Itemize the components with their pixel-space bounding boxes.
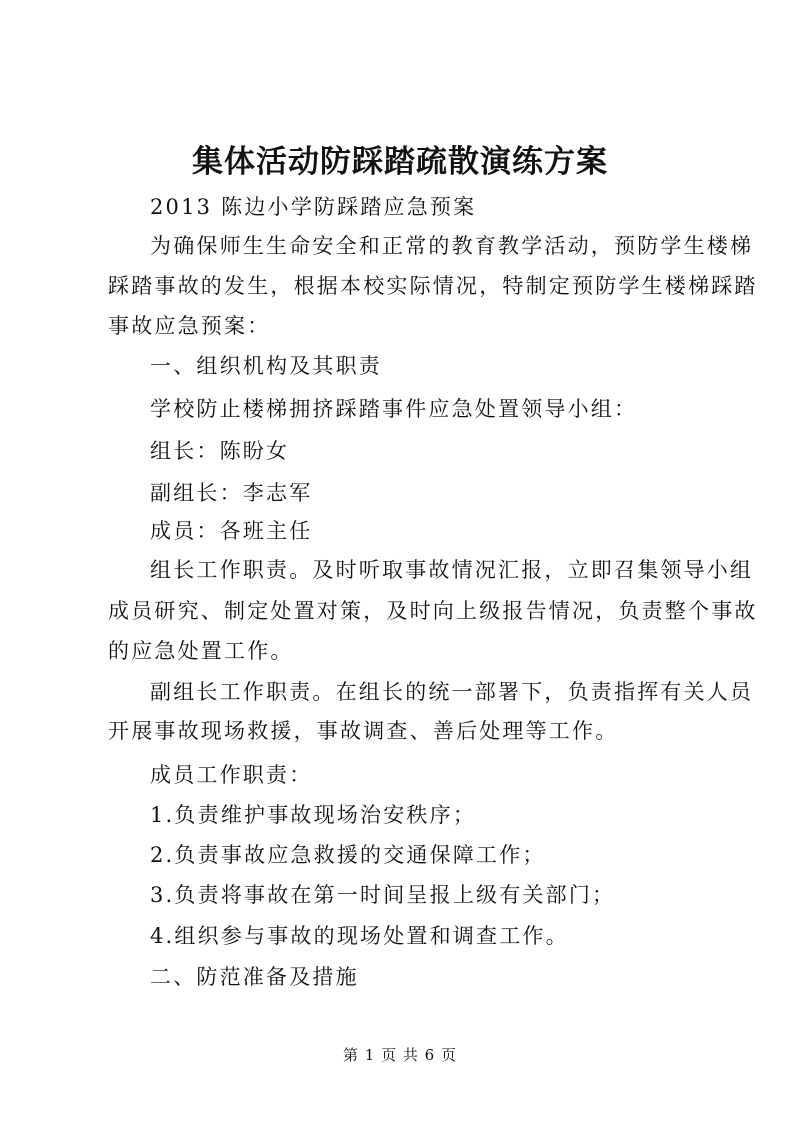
paragraph-line: 的应急处置工作。 (108, 639, 294, 663)
paragraph-line: 踩踏事故的发生，根据本校实际情况，特制定预防学生楼梯踩踏 (108, 274, 758, 298)
list-item: 3.负责将事故在第一时间呈报上级有关部门； (150, 883, 616, 907)
list-item: 1.负责维护事故现场治安秩序； (150, 803, 477, 827)
paragraph-line: 组长：陈盼女 (150, 439, 290, 463)
list-item: 4.组织参与事故的现场处置和调查工作。 (150, 924, 569, 948)
paragraph-line: 学校防止楼梯拥挤踩踏事件应急处置领导小组： (150, 397, 638, 421)
paragraph-line: 成员工作职责： (150, 763, 313, 787)
paragraph-line: 组长工作职责。及时听取事故情况汇报，立即召集领导小组 (150, 558, 754, 582)
document-title: 集体活动防踩踏疏散演练方案 (192, 144, 608, 180)
paragraph-line: 成员研究、制定处置对策，及时向上级报告情况，负责整个事故 (108, 599, 758, 623)
section-heading: 二、防范准备及措施 (150, 965, 359, 989)
paragraph-line: 为确保师生生命安全和正常的教育教学活动，预防学生楼梯 (150, 234, 754, 258)
paragraph-line: 事故应急预案： (108, 314, 271, 338)
page-footer: 第 1 页 共 6 页 (343, 1046, 457, 1064)
list-item: 2.负责事故应急救援的交通保障工作； (150, 843, 546, 867)
paragraph-line: 副组长：李志军 (150, 481, 313, 505)
paragraph-line: 开展事故现场救援，事故调查、善后处理等工作。 (108, 719, 619, 743)
paragraph-line: 副组长工作职责。在组长的统一部署下，负责指挥有关人员 (150, 680, 754, 704)
section-heading: 一、组织机构及其职责 (150, 354, 382, 378)
subtitle-line: 2013 陈边小学防踩踏应急预案 (150, 195, 477, 219)
paragraph-line: 成员：各班主任 (150, 519, 313, 543)
